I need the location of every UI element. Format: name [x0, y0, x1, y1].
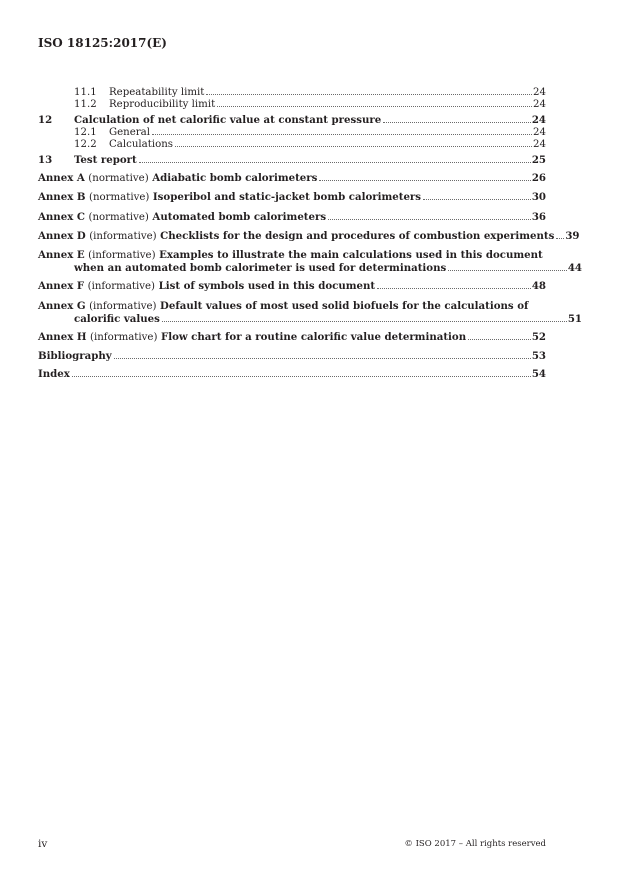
- dot-leader: [206, 94, 532, 95]
- toc-annex-heading: [38, 191, 421, 204]
- dot-leader: [162, 321, 567, 322]
- annex-label: Annex C: [38, 210, 85, 223]
- toc-annex-a[interactable]: [38, 172, 546, 185]
- toc-entry-page: 54: [531, 368, 546, 381]
- dot-leader: [448, 270, 567, 271]
- dot-leader: [377, 288, 531, 289]
- toc-entry-page: 30: [531, 191, 546, 204]
- toc-entry-title: Test report: [74, 154, 137, 167]
- toc-entry-number: 13: [38, 154, 53, 167]
- toc-entry-page: 39: [565, 229, 580, 242]
- page-number: iv: [38, 838, 48, 850]
- annex-title: Checklists for the design and procedures of combustion experiments: [160, 229, 555, 242]
- annex-type: (informative): [89, 230, 157, 242]
- toc-annex-heading: [38, 249, 543, 262]
- dot-leader: [383, 122, 531, 123]
- toc-entry-title: Bibliography: [38, 350, 112, 363]
- toc-entry-number: 12.1: [74, 126, 97, 138]
- toc-entry-title: Index: [38, 368, 70, 381]
- toc-entry-number: 12.2: [74, 138, 97, 150]
- toc-bibliography[interactable]: [38, 350, 546, 362]
- toc-index[interactable]: [38, 368, 546, 380]
- toc-annex-heading: [38, 300, 528, 313]
- table-of-contents: [38, 87, 582, 381]
- toc-entry-12-1[interactable]: [38, 127, 546, 139]
- dot-leader: [152, 134, 532, 135]
- annex-title: List of symbols used in this document: [158, 280, 376, 293]
- toc-entry-page: 25: [531, 154, 546, 167]
- toc-annex-h[interactable]: [38, 331, 546, 344]
- annex-label: Annex G: [38, 299, 86, 312]
- toc-entry-title: Repeatability limit: [109, 87, 205, 98]
- annex-type: (normative): [88, 192, 150, 204]
- toc-entry-number: 11.2: [74, 99, 97, 111]
- toc-entry-title: General: [109, 126, 150, 138]
- annex-label: Annex E: [38, 249, 85, 262]
- toc-entry-title: Reproducibility limit: [109, 99, 216, 111]
- annex-label: Annex F: [38, 280, 85, 293]
- annex-label: Annex D: [38, 229, 86, 242]
- dot-leader: [423, 199, 531, 200]
- dot-leader: [556, 238, 564, 239]
- toc-entry-page: 24: [533, 126, 546, 138]
- toc-entry-12-2[interactable]: [38, 139, 546, 151]
- toc-annex-heading: [38, 331, 466, 344]
- annex-title-continuation: calorific values: [74, 312, 160, 325]
- toc-annex-g[interactable]: [38, 299, 582, 325]
- annex-type: (normative): [88, 173, 149, 185]
- dot-leader: [114, 358, 531, 359]
- toc-annex-b[interactable]: [38, 191, 546, 204]
- toc-entry-number: 11.1: [74, 87, 97, 98]
- document-header: ISO 18125:2017(E): [38, 36, 167, 50]
- toc-entry-page: 24: [533, 138, 546, 150]
- dot-leader: [72, 376, 531, 377]
- annex-title: Default values of most used solid biofuels for the calculations of: [160, 299, 529, 312]
- annex-title-continuation: when an automated bomb calorimeter is used for determinations: [74, 262, 447, 275]
- toc-entry-page: 48: [531, 280, 546, 293]
- dot-leader: [139, 162, 531, 163]
- toc-entry-13[interactable]: [38, 154, 546, 166]
- toc-entry-12[interactable]: [38, 114, 546, 126]
- toc-entry-page: 52: [531, 331, 546, 344]
- toc-annex-heading: [38, 211, 326, 224]
- toc-entry-title: Calculation of net calorific value at constant pressure: [74, 114, 382, 127]
- toc-entry-page: 26: [531, 172, 546, 185]
- annex-type: (informative): [87, 281, 156, 293]
- dot-leader: [319, 180, 530, 181]
- annex-title: Flow chart for a routine calorific value determination: [160, 331, 467, 344]
- toc-entry-page: 44: [567, 262, 582, 275]
- toc-entry-page: 36: [531, 210, 546, 223]
- dot-leader: [468, 339, 531, 340]
- toc-entry-page: 51: [567, 312, 582, 325]
- toc-entry-11-1[interactable]: [38, 87, 546, 99]
- annex-type: (normative): [88, 211, 149, 223]
- dot-leader: [217, 106, 532, 107]
- toc-annex-heading: [38, 172, 317, 185]
- toc-entry-page: 24: [533, 99, 546, 111]
- dot-leader: [328, 219, 531, 220]
- toc-entry-page: 24: [531, 114, 546, 127]
- toc-annex-heading: [38, 230, 554, 243]
- annex-label: Annex A: [38, 172, 85, 185]
- toc-annex-heading: [38, 280, 375, 293]
- toc-entry-page: 53: [531, 350, 546, 363]
- toc-entry-number: 12: [38, 114, 53, 127]
- annex-title: Examples to illustrate the main calculations used in this document: [159, 249, 543, 262]
- annex-type: (informative): [90, 332, 158, 344]
- annex-title: Isoperibol and static-jacket bomb calorimeters: [152, 191, 422, 204]
- annex-label: Annex H: [38, 331, 87, 344]
- annex-type: (informative): [89, 300, 157, 312]
- toc-entry-page: 24: [533, 87, 546, 98]
- toc-annex-c[interactable]: [38, 211, 546, 224]
- toc-entry-title: Calculations: [109, 138, 174, 150]
- dot-leader: [175, 146, 532, 147]
- annex-label: Annex B: [38, 191, 86, 204]
- copyright-notice: © ISO 2017 – All rights reserved: [404, 839, 546, 849]
- annex-type: (informative): [88, 250, 156, 262]
- toc-entry-11-2[interactable]: [38, 99, 546, 111]
- toc-annex-e[interactable]: [38, 249, 582, 275]
- annex-title: Adiabatic bomb calorimeters: [152, 172, 318, 185]
- annex-title: Automated bomb calorimeters: [152, 210, 327, 223]
- toc-annex-f[interactable]: [38, 280, 546, 293]
- toc-annex-d[interactable]: [38, 229, 580, 243]
